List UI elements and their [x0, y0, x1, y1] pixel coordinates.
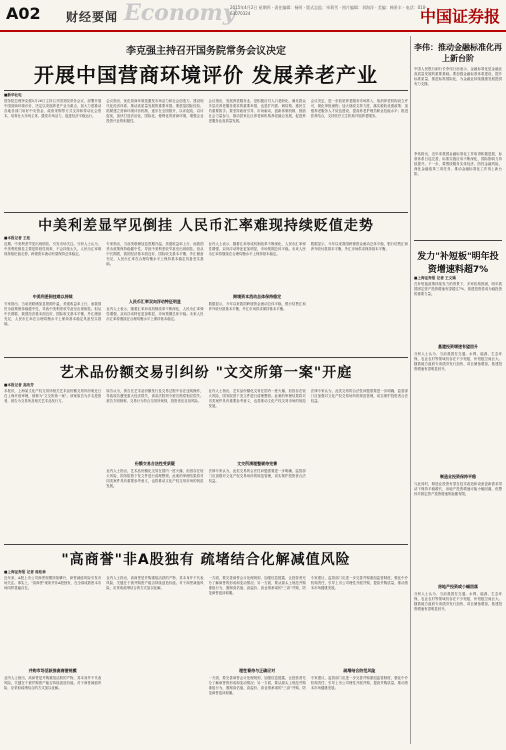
divider — [4, 90, 408, 91]
story4-col4 — [311, 576, 408, 750]
story4-subhead-3: 疏堵结合防范风险 — [343, 668, 376, 673]
story4-body — [4, 576, 408, 750]
story3-byline: ■本报记者 高改芳 — [4, 383, 34, 387]
story2-body — [4, 242, 408, 357]
story2-subhead-3: 跨境资本流动总体保持稳定 — [233, 294, 282, 299]
story-interest-rate — [4, 215, 408, 355]
story1-p2: 会议指出，优化营商环境是激发市场活力和社会创造力、建设现代化经济体系、推动高质量发展的重要举措。要借鉴国际经验，抓紧建立营商环境评价机制，逐步在全国推开，以评促改、以评促优，加快打造法治化、国际化、便利化的营商环境，增强企业投资兴业的积极性。 — [106, 99, 204, 123]
story1-p1: 国务院总理李克强5月26日主持召开国务院常务会议，部署开展中国营商环境评价，决定以发展养老产业为重点，加大力度推动各地各部门用好中央资金、政府采购等方式支持和带动社会资本，培育壮大市场主体，激发市场活力，促进经济平稳运行。 — [4, 99, 102, 118]
story1-kicker: 李克强主持召开国务院常务会议决定 — [126, 46, 286, 57]
story4-col1 — [4, 576, 101, 750]
story-state-council — [4, 42, 408, 210]
story4-p2b: 业内人士指出，高商誉是并购重组活跃的产物，其本身并不代表风险，关键在于被并购资产能否持续创造价值。对于商誉减值风险，应采取疏堵结合的方式加以化解。 — [106, 576, 204, 590]
story4-p4b: 专家建议，监管部门应进一步完善并购重组监管制度，强化中介机构责任，引导上市公司理性开展并购，提高并购质量，推动资本市场健康发展。 — [310, 676, 408, 690]
masthead-rule — [0, 30, 506, 32]
story3-subhead-2: 文交所清理整顿待完善 — [237, 461, 278, 466]
story-standardization — [414, 42, 502, 238]
story4-p3: 一方面，要完善商誉会计处理规则，加强信息披露，让投资者充分了解商誉的形成和变动情况；另一方面，要从源头上规范并购重组行为，遏制高估值、高溢价、高业绩承诺的"三高"并购，防范商誉泡沫积累。 — [208, 576, 306, 595]
side2-p3: 与此同时，制造业投资有望在技术改造和设备更新需求带动下保持平稳增长，房地产投资增速可能小幅回落，但整体对固定资产投资增速的拖累有限。 — [414, 482, 502, 496]
story3-subhead-1: 份额交易合法性受质疑 — [134, 461, 175, 466]
story4-subhead-1: 并购市场活跃推高商誉规模 — [28, 668, 77, 673]
story2-subhead-2: 人民币汇率双向浮动特征明显 — [128, 299, 181, 304]
side2-subhead-1: 基建投资增速有望回升 — [438, 344, 478, 349]
story2-col1 — [4, 242, 101, 357]
story4-p1: 近年来，A股上市公司商誉规模持续攀升，商誉减值风险引发市场关注。事实上，"高商誉"现象并非A股独有，在全球成熟资本市场同样普遍存在。 — [4, 576, 102, 590]
story3-p3: 业内人士指出，艺术品份额化交易在国内一度火爆，但因存在较大风险，国务院曾下发文件进行清理整顿。此案的审理结果将对同类案件具有重要参考意义，也将推动文化产权交易市场的规范发展。 — [106, 469, 204, 488]
story2-p2b: 专家指出，当前美联储加息预期升温，美债收益率上行，而我国货币政策保持稳健中性，导致中美利差收窄甚至出现倒挂。但从中长期看，我国经济基本面良好，国际收支基本平衡，外汇储备充足，人民币汇率在合理均衡水平上保持基本稳定具备坚实基础。 — [106, 242, 204, 266]
story4-subhead-2: 理性看待与正确应对 — [239, 668, 276, 673]
side2-p2b: 分析人士认为，当前我国在交通、水利、能源、生态环保、农业农村等领域仍存在不少短板，补短板空间巨大。随着地方政府专项债券发行加快、项目储备增加，基建投资增速有望明显回升。 — [414, 592, 502, 611]
story3-body — [4, 389, 408, 539]
story3-headline: 艺术品份额交易引纠纷 "文交所第一案"开庭 — [59, 365, 353, 381]
main-column — [4, 36, 408, 750]
page-number — [6, 4, 41, 23]
masthead — [0, 0, 506, 30]
story4-p2: 业内人士指出，高商誉是并购重组活跃的产物，其本身并不代表风险，关键在于被并购资产能否持续创造价值。对于商誉减值风险，应采取疏堵结合的方式加以化解。 — [4, 676, 102, 690]
story3-col2 — [106, 389, 203, 539]
story3-p4b: 法律专家认为，此类交易的合法性问题需要进一步明确，监管部门应加强对文化产权交易场所的规范管理，切实保护投资者合法权益。 — [310, 389, 408, 403]
story2-col4 — [311, 242, 408, 357]
story2-col3 — [209, 242, 306, 357]
story4-p3b: 一方面，要完善商誉会计处理规则，加强信息披露，让投资者充分了解商誉的形成和变动情况；另一方面，要从源头上规范并购重组行为，遏制高估值、高溢价、高业绩承诺的"三高"并购，防范商誉泡沫积累。 — [208, 676, 306, 695]
story1-byline: ■新华社电 — [4, 93, 22, 97]
side2-p1: 在补短板政策持续发力的背景下，多家机构预测，明年我国固定资产投资增速有望超过7%，基建投资将成为稳投资的重要力量。 — [414, 282, 502, 296]
story2-p4: 数据显示，今年以来我国跨境资金流动总体平稳，银行结售汇和涉外收付款基本平衡，外汇市场供求保持基本平衡。 — [208, 302, 306, 311]
story2-p4b: 数据显示，今年以来我国跨境资金流动总体平稳，银行结售汇和涉外收付款基本平衡，外汇市场供求保持基本平衡。 — [310, 242, 408, 251]
story2-subhead-1: 中美利差倒挂难以持续 — [32, 294, 73, 299]
issue-meta: 2015年4月2日 星期四 · 责任编辑：杨明 · 版式总监：毕莉雪 · 图片编辑：刘海洋 · 美编：韩景丰 · 电话：010-63070324 — [230, 5, 427, 16]
story2-p1: 近期，中美利差罕见出现倒挂，引发市场关注。分析人士认为，中美利差倒挂主要是阶段性现象，不会持续太久，人民币汇率难现持续贬值走势，跨境资本流动有望保持总体稳定。 — [4, 242, 102, 256]
column-rule — [410, 36, 411, 744]
story2-p3: 业内人士表示，随着汇率形成机制改革不断深化，人民币汇率弹性增强，双向浮动特征更加明显，市场预期总体平稳。未来人民币汇率将继续在合理均衡水平上保持基本稳定。 — [106, 307, 204, 321]
story-goodwill — [4, 549, 408, 750]
side1-headline: 李伟：推动金融标准化再上新台阶 — [414, 43, 502, 63]
story3-p1: 本报讯，上海某文化产权交易所相关艺术品份额交易纠纷案近日在上海开庭审理，被称为"文交所第一案"。该案原告为多名投资者，被告为交易所及相关艺术品发行方。 — [4, 389, 102, 403]
side1-p1: 中国人民银行副行长李伟日前表示，金融标准化是金融业高质量发展的重要基础。要加强金融标准体系建设，提升标准质量，推进标准国际化，为金融业持续健康发展提供有力支撑。 — [414, 67, 502, 86]
story2-byline: ■本报记者 王松 — [4, 236, 31, 240]
story3-p3b: 业内人士指出，艺术品份额化交易在国内一度火爆，但因存在较大风险，国务院曾下发文件进行清理整顿。此案的审理结果将对同类案件具有重要参考意义，也将推动文化产权交易市场的规范发展。 — [208, 389, 306, 408]
story1-p4: 会议决定，进一步放宽养老服务市场准入，取消养老机构设立许可，简化审批流程；加大财政支持力度，落实税收优惠政策；加强养老服务人才队伍建设，提高养老护理员职业技能水平；推进医养结合，支持医疗卫生机构开展养老服务。 — [310, 99, 408, 118]
story-investment — [414, 249, 502, 750]
page-number-text: A02 — [6, 4, 41, 23]
story2-p3b: 业内人士表示，随着汇率形成机制改革不断深化，人民币汇率弹性增强，双向浮动特征更加明显，市场预期总体平稳。未来人民币汇率将继续在合理均衡水平上保持基本稳定。 — [208, 242, 306, 256]
side1-p2: 李伟指出，近年来我国金融标准化工作取得积极进展，标准体系日趋完善，标准实施应用不断深化，国际影响力持续提升。下一步，要围绕服务实体经济、防控金融风险、深化金融改革三项任务，推动金融标准化工作再上新台阶。 — [414, 152, 502, 176]
divider — [414, 240, 502, 241]
side2-subhead-2: 制造业投资保持平稳 — [440, 474, 476, 479]
side2-headline: 发力"补短板"明年投资增速料超7% — [417, 252, 499, 275]
story2-p2: 专家指出，当前美联储加息预期升温，美债收益率上行，而我国货币政策保持稳健中性，导致中美利差收窄甚至出现倒挂。但从中长期看，我国经济基本面良好，国际收支基本平衡，外汇储备充足，人民币汇率在合理均衡水平上保持基本稳定具备坚实基础。 — [4, 302, 102, 326]
story1-body — [4, 99, 408, 207]
story4-headline: "高商誉"非A股独有 疏堵结合化解减值风险 — [61, 552, 351, 568]
divider — [4, 544, 408, 545]
story4-byline: ■上海证券报 记者 周松林 — [4, 570, 46, 574]
story3-col3 — [209, 389, 306, 539]
section-title-en: Economy — [124, 0, 236, 26]
side-column — [414, 36, 502, 750]
story-art-exchange — [4, 362, 408, 542]
section-title: 财经要闻 — [66, 10, 119, 24]
story2-headline: 中美利差显罕见倒挂 人民币汇率难现持续贬值走势 — [38, 218, 374, 234]
story1-headline: 开展中国营商环境评价 发展养老产业 — [34, 63, 378, 87]
divider — [4, 357, 408, 358]
side2-p2: 分析人士认为，当前我国在交通、水利、能源、生态环保、农业农村等领域仍存在不少短板，补短板空间巨大。随着地方政府专项债券发行加快、项目储备增加，基建投资增速有望明显回升。 — [414, 352, 502, 371]
side2-byline: ■上海证券报 记者 王文嫣 — [414, 276, 456, 280]
story2-col2 — [106, 242, 203, 357]
story4-col3 — [209, 576, 306, 750]
newspaper-logo: 中国证券报 — [419, 7, 500, 26]
story4-p4: 专家建议，监管部门应进一步完善并购重组监管制度，强化中介机构责任，引导上市公司理性开展并购，提高并购质量，推动资本市场健康发展。 — [310, 576, 408, 590]
side2-subhead-3: 房地产投资或小幅回落 — [438, 584, 478, 589]
story3-p2: 原告认为，被告在艺术品份额发行及交易过程中存在违规操作，导致原告遭受重大经济损失，请求法院判令被告赔偿相应损失。被告方则辩称，交易行为符合交易所规则，投资者应自担风险。 — [106, 389, 204, 403]
story1-p3: 会议指出，发展养老服务业，是积极应对人口老龄化、满足群众多层次养老服务需求的重要举措，也是扩内需、调结构、惠民生的重要抓手。要坚持政府引导、市场驱动，创新体制机制，鼓励社会力量参与，推动居家社区养老和机构养老融合发展，促进养老服务业高质量发展。 — [208, 99, 306, 123]
story3-p4: 法律专家认为，此类交易的合法性问题需要进一步明确，监管部门应加强对文化产权交易场所的规范管理，切实保护投资者合法权益。 — [208, 469, 306, 483]
divider — [4, 212, 408, 213]
